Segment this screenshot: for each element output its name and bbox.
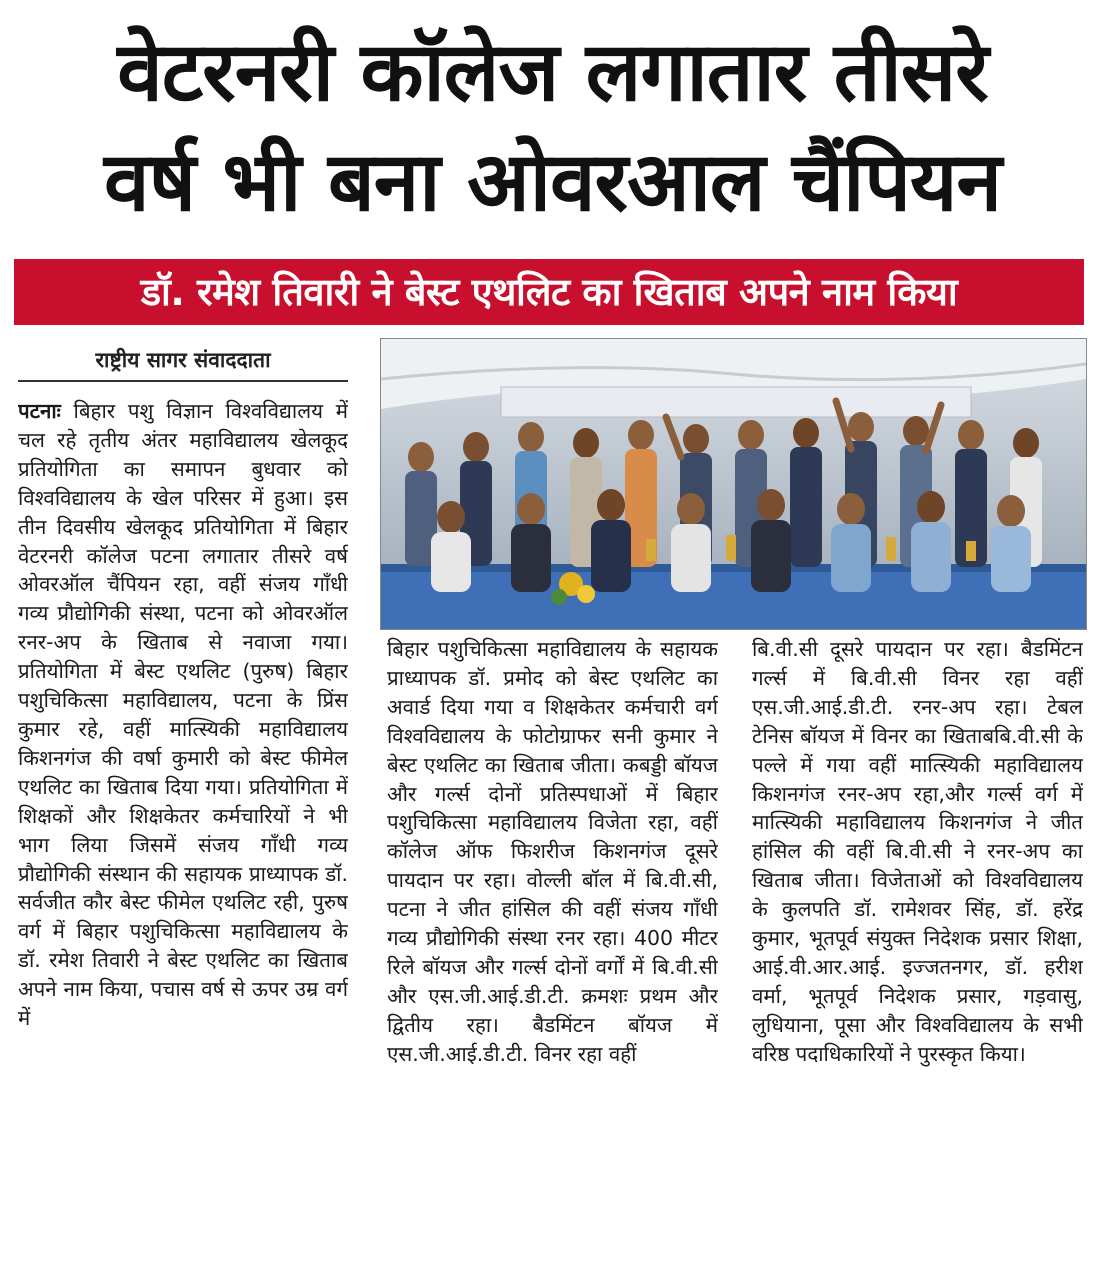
headline <box>14 18 1091 238</box>
article-column-2: बिहार पशुचिकित्सा महाविद्यालय के सहायक प्राध्यापक डॉ. प्रमोद को बेस्ट एथलिट का अवार्ड दिया गया व शिक्षकेतर कर्मचारी वर्ग विश्वविद्यालय के फोटोग्राफर सनी कुमार ने बेस्ट एथलिट का खिताब जीता। कबड्डी बॉयज और गर्ल्स दोनों प्रतिस्पधाओं में बिहार पशुचिकित्सा महाविद्यालय विजेता रहा, वहीं कॉलेज ऑफ फिशरीज किशनगंज दूसरे पायदान पर रहा। वोल्ली बॉल में बि.वी.सी, पटना ने जीत हांसिल की वहीं संजय गाँधी गव्य प्रौद्योगिकी संस्था रनर रहा। 400 मीटर रिले बॉयज और गर्ल्स दोनों वर्गों में बि.वी.सी और एस.जी.आई.डी.टी. क्रमशः प्रथम और द्वितीय रहा। बैडमिंटन बॉयज में एस.जी.आई.डी.टी. विनर रहा वहीं <box>387 637 718 1066</box>
column-1-text: बिहार पशु विज्ञान विश्वविद्यालय में चल रहे तृतीय अंतर महाविद्यालय खेलकूद प्रतियोगिता का समापन बुधवार को विश्वविद्यालय के खेल परिसर में हुआ। इस तीन दिवसीय खेलकूद प्रतियोगिता में बिहार वेटरनरी कॉलेज पटना लगातार तीसरे वर्ष ओवरऑल चैंपियन रहा, वहीं संजय गाँधी गव्य प्रौद्योगिकी संस्था, पटना को ओवरऑल रनर-अप के खिताब से नवाजा गया। प्रतियोगिता में बेस्ट एथलिट (पुरुष) बिहार पशुचिकित्सा महाविद्यालय, पटना के प्रिंस कुमार रहे, वहीं मात्स्यिकी महाविद्यालय किशनगंज की वर्षा कुमारी को बेस्ट फीमेल एथलिट का खिताब दिया गया। प्रतियोगिता में शिक्षकों और शिक्षकेतर कर्मचारियों ने भी भाग लिया जिसमें संजय गाँधी गव्य प्रौद्योगिकी संस्थान की सहायक प्राध्यापक डॉ. सर्वजीत कौर बेस्ट फीमेल एथलिट रही, पुरुष वर्ग में बिहार पशुचिकित्सा महाविद्यालय के डॉ. रमेश तिवारी ने बेस्ट एथलिट का खिताब अपने नाम किया, पचास वर्ष से ऊपर उम्र वर्ग में <box>18 399 348 1031</box>
article-column-3: बि.वी.सी दूसरे पायदान पर रहा। बैडमिंटन गर्ल्स में बि.वी.सी विनर रहा वहीं एस.जी.आई.डी.टी. रनर-अप रहा। टेबल टेनिस बॉयज में विनर का खिताबबि.वी.सी के पल्ले में गया वहीं मात्स्यिकी महाविद्यालय किशनगंज रनर-अप रहा,और गर्ल्स वर्ग में मात्स्यिकी महाविद्यालय किशनगंज ने जीत हांसिल की वहीं बि.वी.सी ने रनर-अप का खिताब जीता। विजेताओं को विश्वविद्यालय के कुलपति डॉ. रामेशवर सिंह, डॉ. हरेंद्र कुमार, भूतपूर्व संयुक्त निदेशक प्रसार शिक्षा, आई.वी.आर.आई. इज्जतनगर, डॉ. हरीश वर्मा, भूतपूर्व निदेशक प्रसार, गड़वासु, लुधियाना, पूसा और विश्वविद्यालय के सभी वरिष्ठ पदाधिकारियों ने पुरस्कृत किया। <box>752 637 1083 1066</box>
headline-line-2: वर्ष भी बना ओवरआल चैंपियन <box>103 135 1001 230</box>
group-photo <box>380 338 1087 630</box>
subheadline-text: डॉ. रमेश तिवारी ने बेस्ट एथलिट का खिताब अपने नाम किया <box>140 270 958 314</box>
dateline: पटनाः <box>18 399 61 423</box>
group-photo-illustration <box>381 339 1086 629</box>
headline-line-1: वेटरनरी कॉलेज लगातार तीसरे <box>117 25 988 120</box>
article-column-1 <box>18 397 348 1277</box>
byline: राष्ट्रीय सागर संवाददाता <box>18 340 348 382</box>
subheadline-banner <box>14 259 1084 325</box>
